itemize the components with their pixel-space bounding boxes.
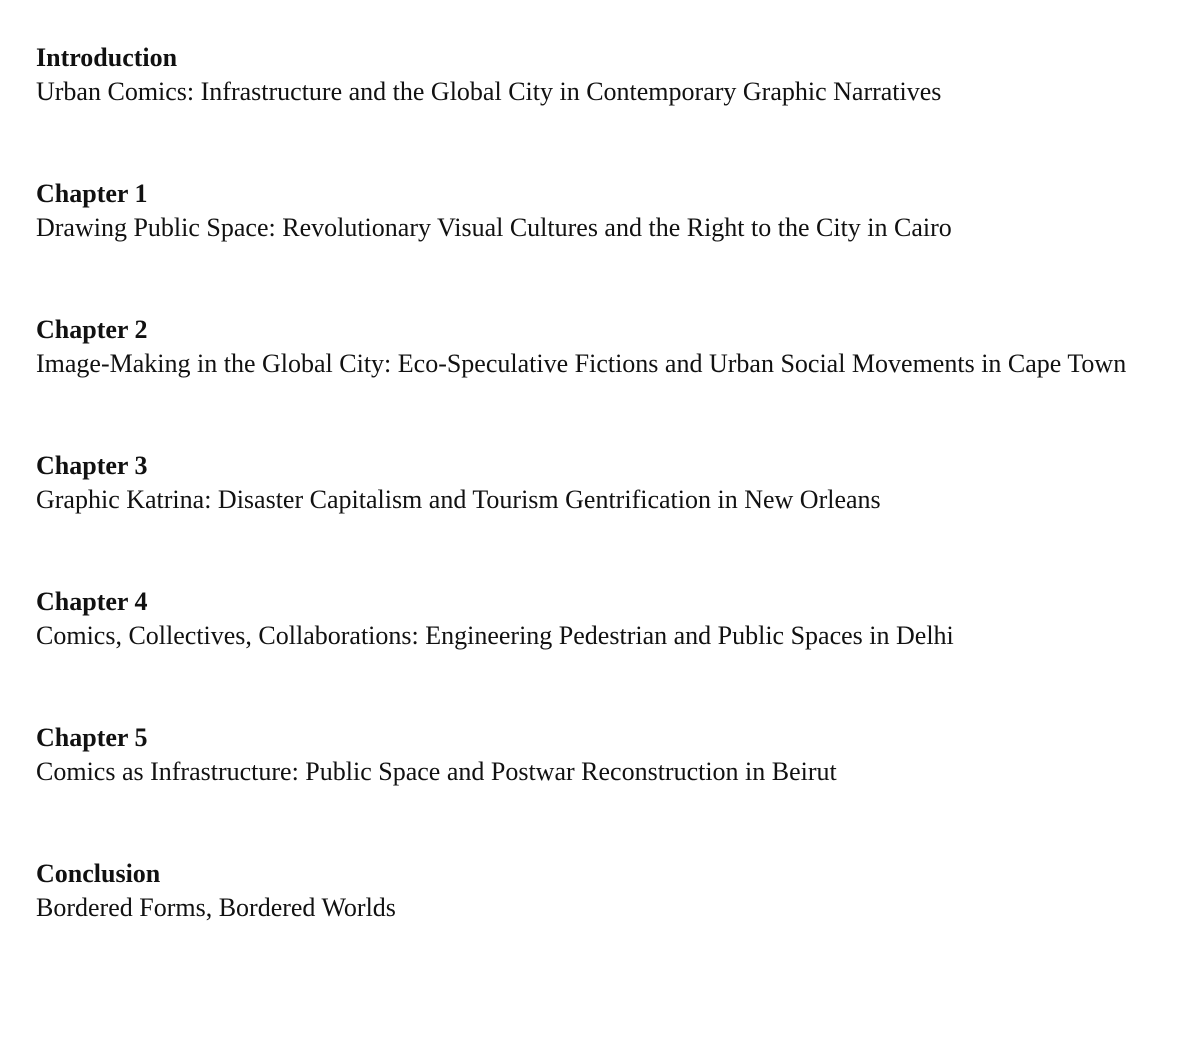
toc-entry-chapter-5: [36, 721, 1144, 789]
toc-entry-chapter-2: [36, 313, 1144, 381]
toc-entry-conclusion: [36, 857, 1144, 925]
entry-heading: Chapter 5: [36, 723, 148, 752]
table-of-contents: [36, 41, 1144, 993]
toc-entry-chapter-3: [36, 449, 1144, 517]
entry-title: Bordered Forms, Bordered Worlds: [36, 893, 396, 922]
entry-title: Graphic Katrina: Disaster Capitalism and Tourism Gentrification in New Orleans: [36, 485, 881, 514]
entry-heading: Chapter 4: [36, 587, 148, 616]
entry-title: Comics, Collectives, Collaborations: Engineering Pedestrian and Public Spaces in Delhi: [36, 621, 954, 650]
toc-entry-introduction: [36, 41, 1144, 109]
entry-title: Urban Comics: Infrastructure and the Global City in Contemporary Graphic Narratives: [36, 77, 942, 106]
entry-title: Comics as Infrastructure: Public Space and Postwar Reconstruction in Beirut: [36, 757, 837, 786]
toc-entry-chapter-1: [36, 177, 1144, 245]
entry-heading: Chapter 2: [36, 315, 148, 344]
entry-heading: Conclusion: [36, 859, 161, 888]
entry-title: Image-Making in the Global City: Eco-Speculative Fictions and Urban Social Movements in Cape Town: [36, 349, 1127, 378]
toc-entry-chapter-4: [36, 585, 1144, 653]
entry-heading: Introduction: [36, 43, 178, 72]
entry-title: Drawing Public Space: Revolutionary Visual Cultures and the Right to the City in Cairo: [36, 213, 952, 242]
entry-heading: Chapter 1: [36, 179, 148, 208]
entry-heading: Chapter 3: [36, 451, 148, 480]
